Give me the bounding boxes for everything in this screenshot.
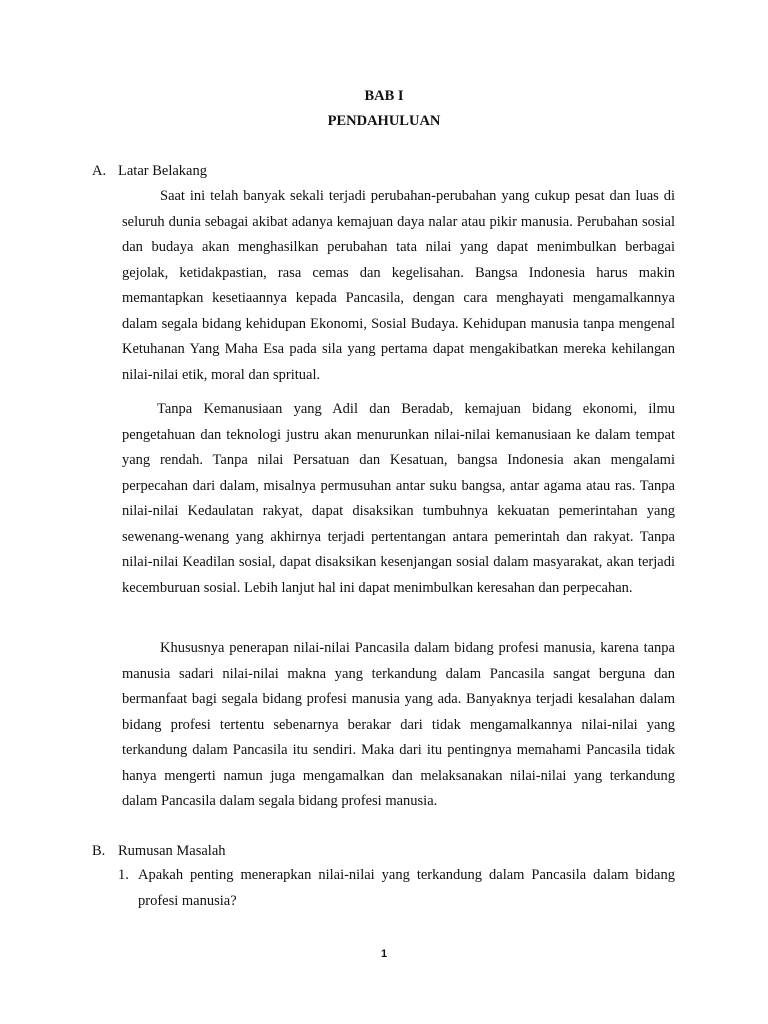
chapter-title: PENDAHULUAN (327, 113, 441, 129)
section-heading-latar-belakang (92, 162, 207, 180)
paragraph-3: Khususnya penerapan nilai-nilai Pancasila dalam bidang profesi manusia, karena tanpa manusia sadari nilai-nilai makna yang terkandung dalam Pancasila sangat berguna dan bermanfaat bagi segala bidang profesi manusia yang ada. Banyaknya terjadi kesalahan dalam bidang profesi tertentu sebenarnya berakar dari tidak mengamalkannya nilai-nilai yang terkandung dalam Pancasila itu sendiri. Maka dari itu pentingnya memahami Pancasila tidak hanya mengerti namun juga mengamalkan dan melaksanakan nilai-nilai yang terkandung dalam Pancasila dalam segala bidang profesi manusia. (122, 640, 675, 809)
chapter-number: BAB I (364, 88, 404, 104)
section-title: Rumusan Masalah (118, 843, 226, 859)
list-item-number: 1. (118, 867, 129, 883)
page-number: 1 (380, 948, 388, 960)
section-heading-rumusan-masalah (92, 842, 226, 860)
section-letter: B. (92, 843, 106, 859)
paragraph-2: Tanpa Kemanusiaan yang Adil dan Beradab, kemajuan bidang ekonomi, ilmu pengetahuan dan teknologi justru akan menurunkan nilai-nilai kemanusiaan ke dalam tempat yang rendah. Tanpa nilai Persatuan dan Kesatuan, bangsa Indonesia akan mengalami perpecahan dari dalam, misalnya permusuhan antar suku bangsa, antar agama atau ras. Tanpa nilai-nilai Kedaulatan rakyat, dapat disaksikan tumbuhnya kekuatan pemerintahan yang sewenang-wenang yang akhirnya terjadi pertentangan antara pemerintah dan rakyat. Tanpa nilai-nilai Keadilan sosial, dapat disaksikan kesenjangan sosial dalam masyarakat, akan terjadi kecemburuan sosial. Lebih lanjut hal ini dapat menimbulkan keresahan dan perpecahan. (122, 401, 675, 596)
paragraph-1: Saat ini telah banyak sekali terjadi perubahan-perubahan yang cukup pesat dan luas di seluruh dunia sebagai akibat adanya kemajuan daya nalar atau pikir manusia. Perubahan sosial dan budaya akan menghasilkan perubahan tata nilai yang dapat menimbulkan berbagai gejolak, ketidakpastian, rasa cemas dan kegelisahan. Bangsa Indonesia harus makin memantapkan kesetiaannya kepada Pancasila, dengan cara menghayati mengamalkannya dalam segala bidang kehidupan Ekonomi, Sosial Budaya. Kehidupan manusia tanpa mengenal Ketuhanan Yang Maha Esa pada sila yang pertama dapat mengakibatkan mereka kehilangan nilai-nilai etik, moral dan spritual. (122, 188, 675, 383)
list-item-text: Apakah penting menerapkan nilai-nilai yang terkandung dalam Pancasila dalam bidang profesi manusia? (138, 867, 675, 909)
numbered-list-item (118, 863, 675, 914)
section-title: Latar Belakang (118, 163, 207, 179)
section-letter: A. (92, 163, 107, 179)
